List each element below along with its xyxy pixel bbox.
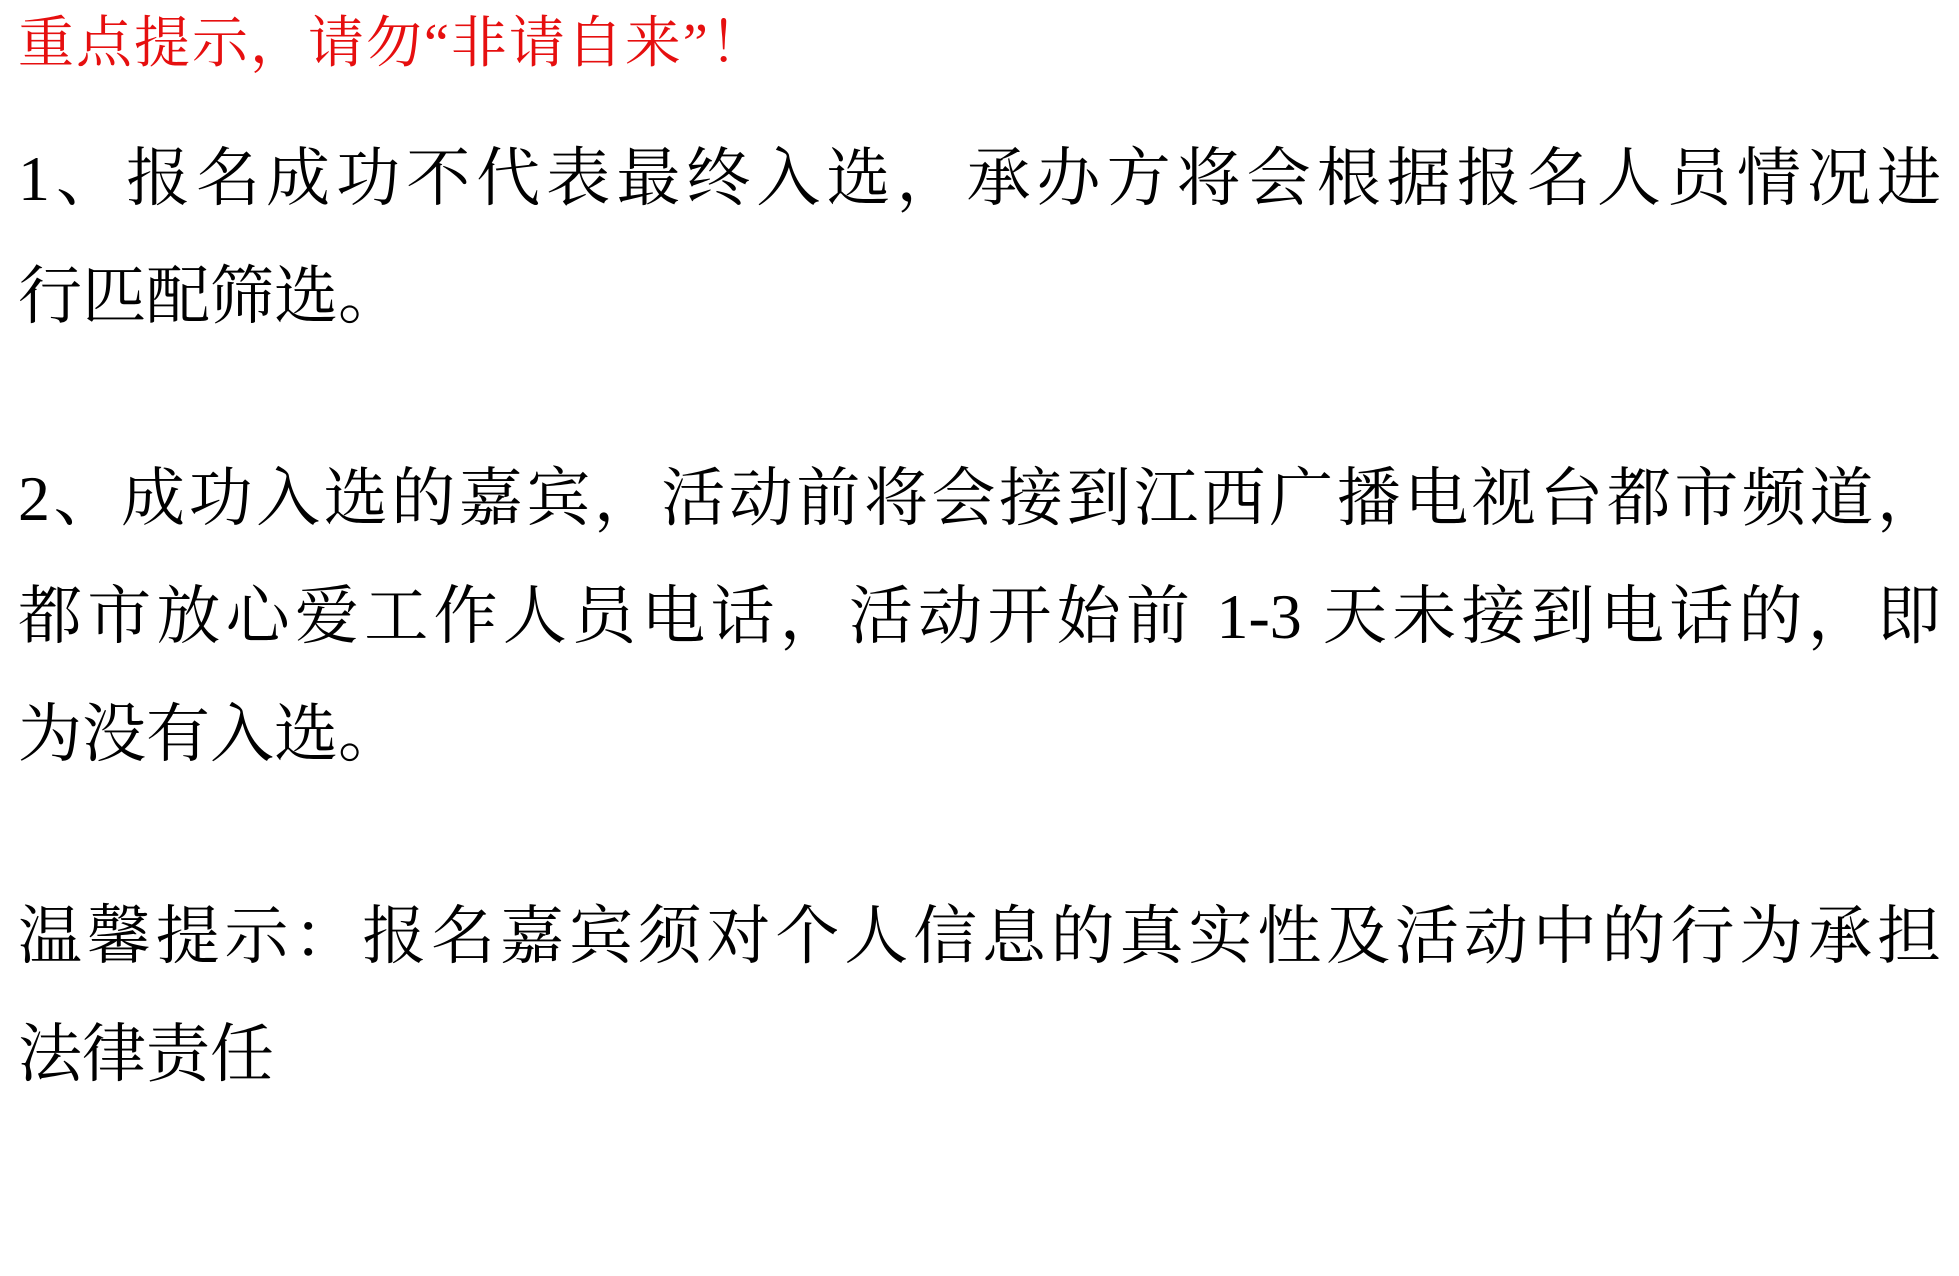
paragraph-2-line-3: 为没有入选。 [18,699,402,770]
paragraph-1-line-1: 1、报名成功不代表最终入选，承办方将会根据报名人员情况进 [18,143,1941,214]
paragraph-1-line-2: 行匹配筛选。 [18,261,402,332]
paragraph-3-line-2: 法律责任 [18,1019,274,1090]
paragraph-1 [18,120,1941,356]
paragraph-3-line-1: 温馨提示：报名嘉宾须对个人信息的真实性及活动中的行为承担 [18,901,1941,972]
page-title: 重点提示，请勿“非请自来”！ [18,13,768,75]
paragraph-2-line-2: 都市放心爱工作人员电话，活动开始前 1-3 天未接到电话的，即 [18,581,1941,652]
paragraph-2-line-1: 2、成功入选的嘉宾，活动前将会接到江西广播电视台都市频道， [18,463,1941,534]
paragraph-2 [18,440,1941,794]
paragraph-3 [18,878,1941,1114]
